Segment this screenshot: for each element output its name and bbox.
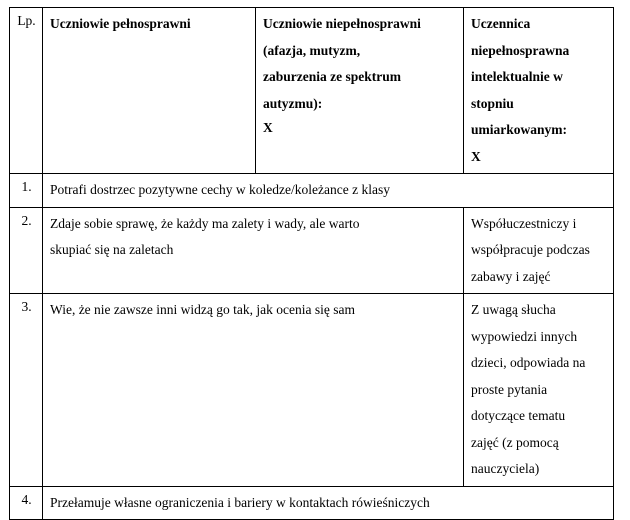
row-2-line-2: skupiać się na zaletach xyxy=(50,242,174,257)
header-dis-line-2: (afazja, mutyzm, xyxy=(263,42,361,58)
table-row xyxy=(10,207,614,294)
row-number-3 xyxy=(10,294,43,487)
header-girl-line-2: niepełnosprawna xyxy=(471,42,570,58)
row-4-number-text: 4. xyxy=(21,491,32,507)
table-header-row xyxy=(10,8,614,174)
row-2-merged-cell xyxy=(43,207,464,294)
row-number-4 xyxy=(10,486,43,520)
row-2-girl-cell xyxy=(464,207,614,294)
header-dis-line-1: Uczniowie niepełnosprawni xyxy=(263,16,421,31)
header-cell-disabled-students xyxy=(256,8,464,174)
row-3-girl-line-4: proste pytania xyxy=(471,381,548,397)
header-dis-line-3: zaburzenia ze spektrum xyxy=(263,69,401,84)
row-3-number-text: 3. xyxy=(21,299,32,314)
header-cell-lp xyxy=(10,8,43,174)
criteria-table xyxy=(9,7,614,520)
row-2-line-1: Zdaje sobie sprawę, że każdy ma zalety i wady, ale warto xyxy=(50,215,360,231)
header-able-line-1: Uczniowie pełnosprawni xyxy=(50,16,191,31)
row-4-merged-cell xyxy=(43,486,614,520)
header-cell-able-students xyxy=(43,8,256,174)
row-number-2 xyxy=(10,207,43,294)
table-row xyxy=(10,486,614,520)
row-3-girl-line-5: dotyczące tematu xyxy=(471,408,566,423)
header-girl-line-5: umiarkowanym: xyxy=(471,122,568,137)
header-girl-line-1: Uczennica xyxy=(471,16,531,31)
header-girl-line-4: stopniu xyxy=(471,95,514,111)
row-3-girl-line-3: dzieci, odpowiada na xyxy=(471,355,586,370)
row-3-girl-line-2: wypowiedzi innych xyxy=(471,328,578,344)
header-girl-line-3: intelektualnie w xyxy=(471,69,563,84)
row-1-line-1: Potrafi dostrzec pozytywne cechy w koledze/koleżance z klasy xyxy=(50,182,390,197)
row-2-girl-line-1: Współuczestniczy i xyxy=(471,215,577,231)
header-girl-line-6: X xyxy=(471,148,481,164)
row-2-girl-line-2: współpracuje podczas xyxy=(471,242,590,257)
header-lp-line-1: Lp. xyxy=(17,13,36,28)
row-3-girl-line-7: nauczyciela) xyxy=(471,461,540,476)
row-3-merged-cell xyxy=(43,294,464,487)
header-cell-intellectual-disability-student xyxy=(464,8,614,174)
row-1-merged-cell xyxy=(43,174,614,208)
table-row xyxy=(10,174,614,208)
row-number-1 xyxy=(10,174,43,208)
row-3-girl-line-1: Z uwagą słucha xyxy=(471,302,556,317)
header-dis-line-4: autyzmu): xyxy=(263,95,323,111)
header-dis-line-5: X xyxy=(263,120,273,135)
row-1-number-text: 1. xyxy=(21,179,32,194)
row-4-line-1: Przełamuje własne ograniczenia i bariery w kontaktach rówieśniczych xyxy=(50,494,430,510)
row-2-number-text: 2. xyxy=(21,212,32,228)
row-3-line-1: Wie, że nie zawsze inni widzą go tak, jak ocenia się sam xyxy=(50,302,355,317)
row-3-girl-cell xyxy=(464,294,614,487)
row-3-girl-line-6: zajęć (z pomocą xyxy=(471,434,559,450)
row-2-girl-line-3: zabawy i zajęć xyxy=(471,268,551,284)
table-row xyxy=(10,294,614,487)
